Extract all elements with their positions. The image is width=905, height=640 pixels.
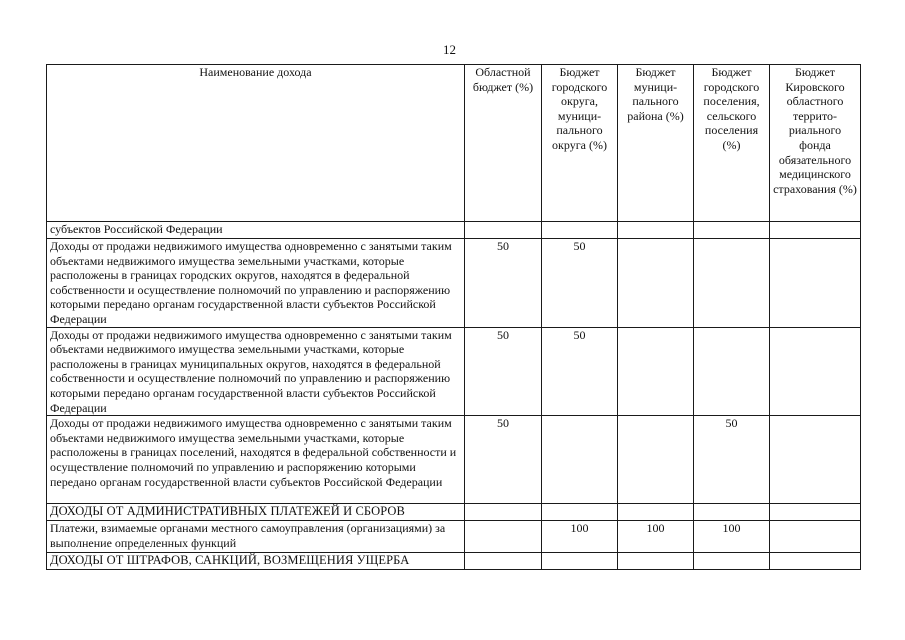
settlement-value-cell bbox=[694, 553, 770, 570]
kirov-fund-value-cell bbox=[770, 222, 861, 239]
revenue-name-cell: Доходы от продажи недвижимого имущества одновременно с занятыми таким объектами недвижимого имущества земельными участками, которые расположены в границах городских округов, находятся в федеральной собственности и осуществление полномочий по управлению и распоряжению которыми передано органам государственной власти субъектов Российской Федерации bbox=[47, 239, 465, 328]
municipal-district-value-cell: 100 bbox=[618, 521, 694, 553]
regional-value-cell bbox=[465, 553, 542, 570]
settlement-value-cell bbox=[694, 504, 770, 521]
municipal-district-value-cell bbox=[618, 239, 694, 328]
header-revenue-name: Наименование дохода bbox=[47, 65, 465, 222]
regional-value-cell: 50 bbox=[465, 239, 542, 328]
header-regional-budget: Областной бюджет (%) bbox=[465, 65, 542, 222]
table-header-row bbox=[47, 65, 861, 222]
city-district-value-cell: 50 bbox=[542, 327, 618, 416]
settlement-value-cell bbox=[694, 222, 770, 239]
regional-value-cell bbox=[465, 521, 542, 553]
header-kirov-fund-budget: Бюджет Кировского областного террито-риального фонда обязательного медицинского страхования (%) bbox=[770, 65, 861, 222]
table-row bbox=[47, 327, 861, 416]
regional-value-cell: 50 bbox=[465, 327, 542, 416]
table-row bbox=[47, 239, 861, 328]
city-district-value-cell: 50 bbox=[542, 239, 618, 328]
table-row bbox=[47, 222, 861, 239]
revenue-name-cell: Платежи, взимаемые органами местного самоуправления (организациями) за выполнение определенных функций bbox=[47, 521, 465, 553]
kirov-fund-value-cell bbox=[770, 327, 861, 416]
header-settlement-budget: Бюджет городского поселения, сельского поселения (%) bbox=[694, 65, 770, 222]
regional-value-cell: 50 bbox=[465, 416, 542, 504]
table-row bbox=[47, 416, 861, 504]
section-row bbox=[47, 504, 861, 521]
municipal-district-value-cell bbox=[618, 553, 694, 570]
municipal-district-value-cell bbox=[618, 327, 694, 416]
settlement-value-cell: 100 bbox=[694, 521, 770, 553]
settlement-value-cell bbox=[694, 327, 770, 416]
revenue-name-cell: Доходы от продажи недвижимого имущества одновременно с занятыми таким объектами недвижимого имущества земельными участками, которые расположены в границах муниципальных округов, находятся в федеральной собственности и осуществление полномочий по управлению и распоряжению которыми передано органам государственной власти субъектов Российской Федерации bbox=[47, 327, 465, 416]
regional-value-cell bbox=[465, 222, 542, 239]
section-heading-cell: ДОХОДЫ ОТ ШТРАФОВ, САНКЦИЙ, ВОЗМЕЩЕНИЯ УЩЕРБА bbox=[47, 553, 465, 570]
page-number: 12 bbox=[443, 42, 456, 57]
kirov-fund-value-cell bbox=[770, 521, 861, 553]
header-city-district-budget: Бюджет городского округа, муници-пального округа (%) bbox=[542, 65, 618, 222]
municipal-district-value-cell bbox=[618, 504, 694, 521]
city-district-value-cell bbox=[542, 222, 618, 239]
city-district-value-cell bbox=[542, 504, 618, 521]
revenue-name-cell: субъектов Российской Федерации bbox=[47, 222, 465, 239]
revenue-distribution-table bbox=[46, 64, 861, 570]
settlement-value-cell: 50 bbox=[694, 416, 770, 504]
header-municipal-district-budget: Бюджет муници-пального района (%) bbox=[618, 65, 694, 222]
municipal-district-value-cell bbox=[618, 416, 694, 504]
kirov-fund-value-cell bbox=[770, 416, 861, 504]
kirov-fund-value-cell bbox=[770, 553, 861, 570]
city-district-value-cell bbox=[542, 416, 618, 504]
city-district-value-cell bbox=[542, 553, 618, 570]
table-row bbox=[47, 521, 861, 553]
regional-value-cell bbox=[465, 504, 542, 521]
section-row bbox=[47, 553, 861, 570]
kirov-fund-value-cell bbox=[770, 504, 861, 521]
municipal-district-value-cell bbox=[618, 222, 694, 239]
settlement-value-cell bbox=[694, 239, 770, 328]
city-district-value-cell: 100 bbox=[542, 521, 618, 553]
revenue-name-cell: Доходы от продажи недвижимого имущества одновременно с занятыми таким объектами недвижимого имущества земельными участками, которые расположены в границах поселений, находятся в федеральной собственности и осуществление полномочий по управлению и распоряжению которыми передано органам государственной власти субъектов Российской Федерации bbox=[47, 416, 465, 504]
kirov-fund-value-cell bbox=[770, 239, 861, 328]
section-heading-cell: ДОХОДЫ ОТ АДМИНИСТРАТИВНЫХ ПЛАТЕЖЕЙ И СБОРОВ bbox=[47, 504, 465, 521]
